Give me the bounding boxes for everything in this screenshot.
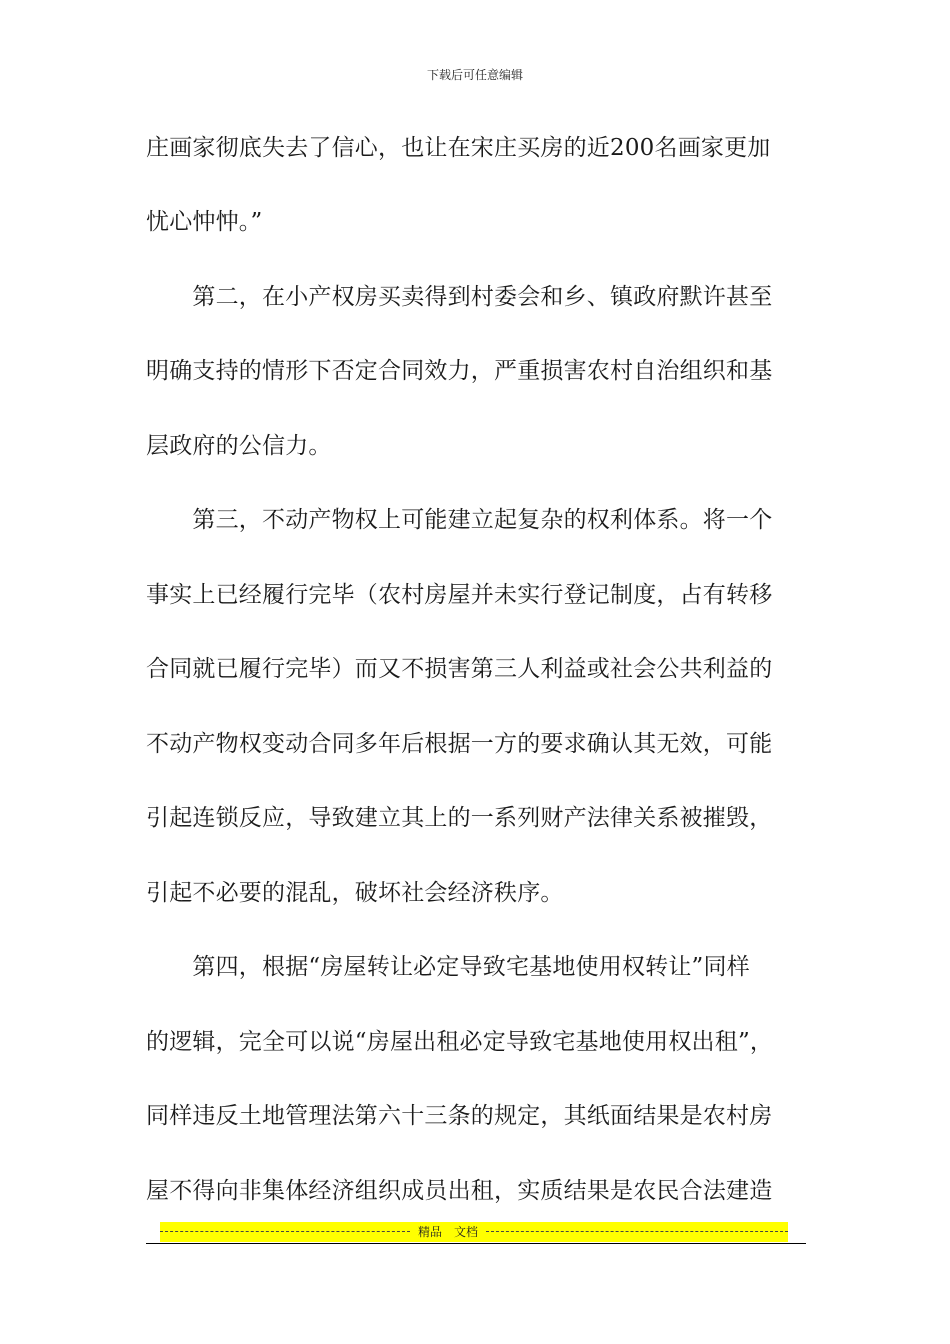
page-header: 下载后可任意编辑: [426, 68, 523, 82]
text-line: 屋不得向非集体经济组织成员出租，实质结果是农民合法建造: [146, 1178, 773, 1204]
footer-dash-right: [486, 1231, 788, 1232]
text-line: 明确支持的情形下否定合同效力，严重损害农村自治组织和基: [146, 358, 773, 384]
text-line: 引起连锁反应，导致建立其上的一系列财产法律关系被摧毁，: [146, 805, 773, 831]
text-line: 第四，根据“房屋转让必定导致宅基地使用权转让”同样: [146, 954, 750, 980]
text-line: 同样违反土地管理法第六十三条的规定，其纸面结果是农村房: [146, 1103, 773, 1129]
footer-rule: [146, 1243, 806, 1244]
text-line: 第二，在小产权房买卖得到村委会和乡、镇政府默许甚至: [146, 284, 773, 310]
text-line: 事实上已经履行完毕（农村房屋并未实行登记制度，占有转移: [146, 582, 773, 608]
text-line: 的逻辑，完全可以说“房屋出租必定导致宅基地使用权出租”，: [146, 1029, 774, 1055]
text-line: 层政府的公信力。: [146, 433, 332, 459]
footer-label: 精品 文档: [417, 1225, 478, 1239]
text-line: 第三，不动产物权上可能建立起复杂的权利体系。将一个: [146, 507, 773, 533]
text-line: 引起不必要的混乱，破坏社会经济秩序。: [146, 880, 564, 906]
text-line: 不动产物权变动合同多年后根据一方的要求确认其无效，可能: [146, 731, 773, 757]
text-line: 庄画家彻底失去了信心，也让在宋庄买房的近200名画家更加: [146, 135, 771, 161]
footer-highlight-bar: [160, 1222, 788, 1242]
footer-dash-left: [160, 1231, 410, 1232]
text-line: 忧心忡忡。”: [146, 209, 263, 235]
text-line: 合同就已履行完毕）而又不损害第三人利益或社会公共利益的: [146, 656, 773, 682]
